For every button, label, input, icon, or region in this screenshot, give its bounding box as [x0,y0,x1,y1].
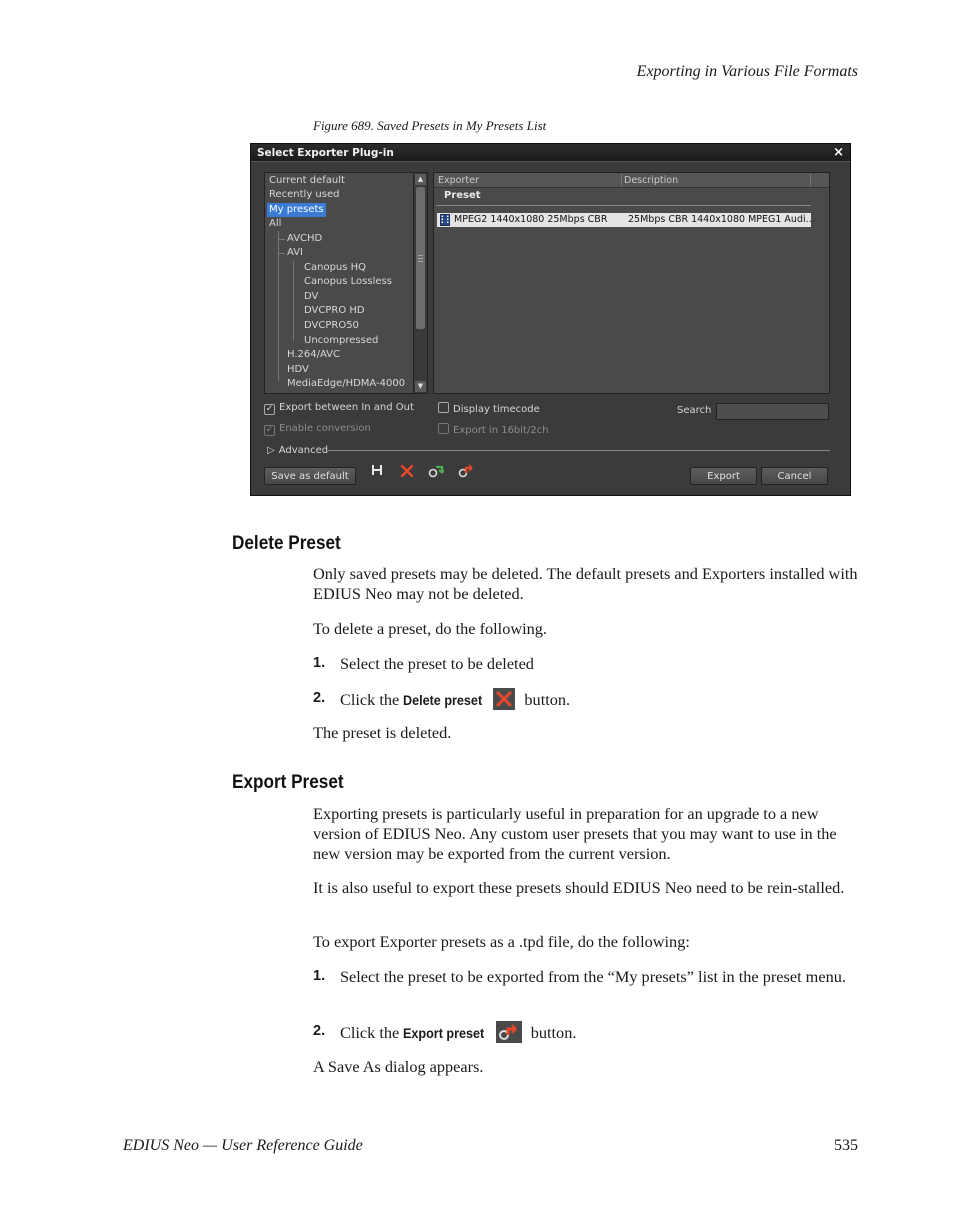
section-heading-export: Export Preset [232,771,344,793]
preset-list[interactable] [433,172,830,394]
tree-item-current-default[interactable]: Current default [269,175,345,186]
delete-paragraph-1: Only saved presets may be deleted. The default presets and Exporters installed with EDIUS Neo may not be deleted. [313,564,858,603]
tree-item-all[interactable]: All [269,218,282,229]
triangle-right-icon: ▷ [267,445,275,456]
tree-item-h264-avc[interactable]: H.264/AVC [287,349,341,360]
export-preset-icon [496,1021,522,1043]
export-paragraph-3: To export Exporter presets as a .tpd file, do the following: [313,932,690,951]
delete-step-1: Select the preset to be deleted [340,654,534,673]
export-in-out-checkbox[interactable]: ✓ Export between In and Out [265,402,414,414]
import-preset-button[interactable] [428,464,444,480]
exporter-tree[interactable] [264,172,428,394]
figure-caption: Figure 689. Saved Presets in My Presets List [313,118,547,133]
checkbox-checked-icon: ✓ [265,425,274,435]
import-preset-icon [428,464,444,478]
delete-step-2: Click the Delete preset button. [340,690,571,709]
checkbox-checked-icon: ✓ [265,404,274,414]
column-description[interactable]: Description [624,175,679,186]
export-button[interactable]: Export [690,467,757,485]
list-header [434,173,829,188]
search-label: Search [677,405,712,416]
export-preset-icon [458,464,474,478]
preset-group-label: Preset [444,190,481,201]
floppy-icon [371,464,383,476]
scroll-up-icon[interactable]: ▲ [415,174,426,185]
advanced-toggle[interactable]: ▷ Advanced [267,445,329,456]
tree-item-dvcpro-hd[interactable]: DVCPRO HD [304,305,365,316]
search-input[interactable] [716,403,829,420]
film-icon [440,214,450,226]
running-header: Exporting in Various File Formats [636,63,858,80]
tree-item-recently-used[interactable]: Recently used [269,189,340,200]
group-divider [436,205,811,206]
section-heading-delete: Delete Preset [232,532,341,554]
save-as-default-button[interactable]: Save as default [264,467,356,485]
page-number: 535 [834,1137,858,1154]
tree-item-dvcpro50[interactable]: DVCPRO50 [304,320,359,331]
tree-item-dv[interactable]: DV [304,291,319,302]
tree-connector [293,261,294,341]
footer-title: EDIUS Neo — User Reference Guide [123,1137,363,1154]
export-step-2: Click the Export preset button. [340,1023,577,1042]
tree-item-avchd[interactable]: AVCHD [287,233,323,244]
export-result: A Save As dialog appears. [313,1057,484,1076]
tree-item-canopus-lossless[interactable]: Canopus Lossless [304,276,392,287]
select-exporter-dialog [250,143,851,496]
dialog-title-bar [251,144,850,162]
step-number: 1. [313,655,326,671]
cancel-button[interactable]: Cancel [761,467,828,485]
delete-x-icon [493,688,515,710]
tree-item-mediaedge[interactable]: MediaEdge/HDMA-4000 [287,378,406,389]
preset-exporter-cell: MPEG2 1440x1080 25Mbps CBR [454,214,608,225]
step-number: 1. [313,968,326,984]
export-paragraph-1: Exporting presets is particularly useful in preparation for an upgrade to a new version of EDIUS Neo. Any custom user presets that you may want to use in the new version may be exported from the current version. [313,804,837,863]
preset-description-cell: 25Mbps CBR 1440x1080 MPEG1 Audi... [628,214,815,225]
tree-item-hdv[interactable]: HDV [287,364,309,375]
advanced-divider [328,450,830,451]
delete-preset-button[interactable] [399,464,415,480]
close-icon[interactable]: × [833,145,844,160]
step-number: 2. [313,690,326,706]
button-name: Export preset [403,1025,485,1041]
tree-connector [278,253,285,254]
enable-conversion-checkbox: ✓ Enable conversion [265,423,371,435]
tree-item-uncompressed[interactable]: Uncompressed [304,335,379,346]
checkbox-icon [438,423,449,434]
tree-item-my-presets[interactable]: My presets [269,204,324,215]
column-exporter[interactable]: Exporter [438,175,479,186]
delete-paragraph-2: To delete a preset, do the following. [313,619,547,638]
scroll-thumb[interactable] [416,187,425,329]
tree-item-canopus-hq[interactable]: Canopus HQ [304,262,367,273]
tree-scrollbar[interactable] [413,173,427,393]
scroll-down-icon[interactable]: ▼ [415,381,426,392]
step-number: 2. [313,1023,326,1039]
export-preset-button[interactable] [458,464,474,480]
preset-row[interactable] [437,213,815,227]
save-preset-button[interactable] [369,464,385,480]
display-timecode-checkbox[interactable]: Display timecode [438,402,540,416]
tree-item-avi[interactable]: AVI [287,247,303,258]
export-16bit-checkbox: Export in 16bit/2ch [438,423,549,437]
button-name: Delete preset [403,692,483,708]
export-paragraph-2: It is also useful to export these presets should EDIUS Neo need to be rein-stalled. [313,878,845,897]
checkbox-icon [438,402,449,413]
export-step-1: Select the preset to be exported from the “My presets” list in the preset menu. [340,967,846,986]
delete-result: The preset is deleted. [313,723,452,742]
tree-connector [278,239,285,240]
dialog-title: Select Exporter Plug-in [257,147,394,159]
delete-x-icon [400,464,414,478]
